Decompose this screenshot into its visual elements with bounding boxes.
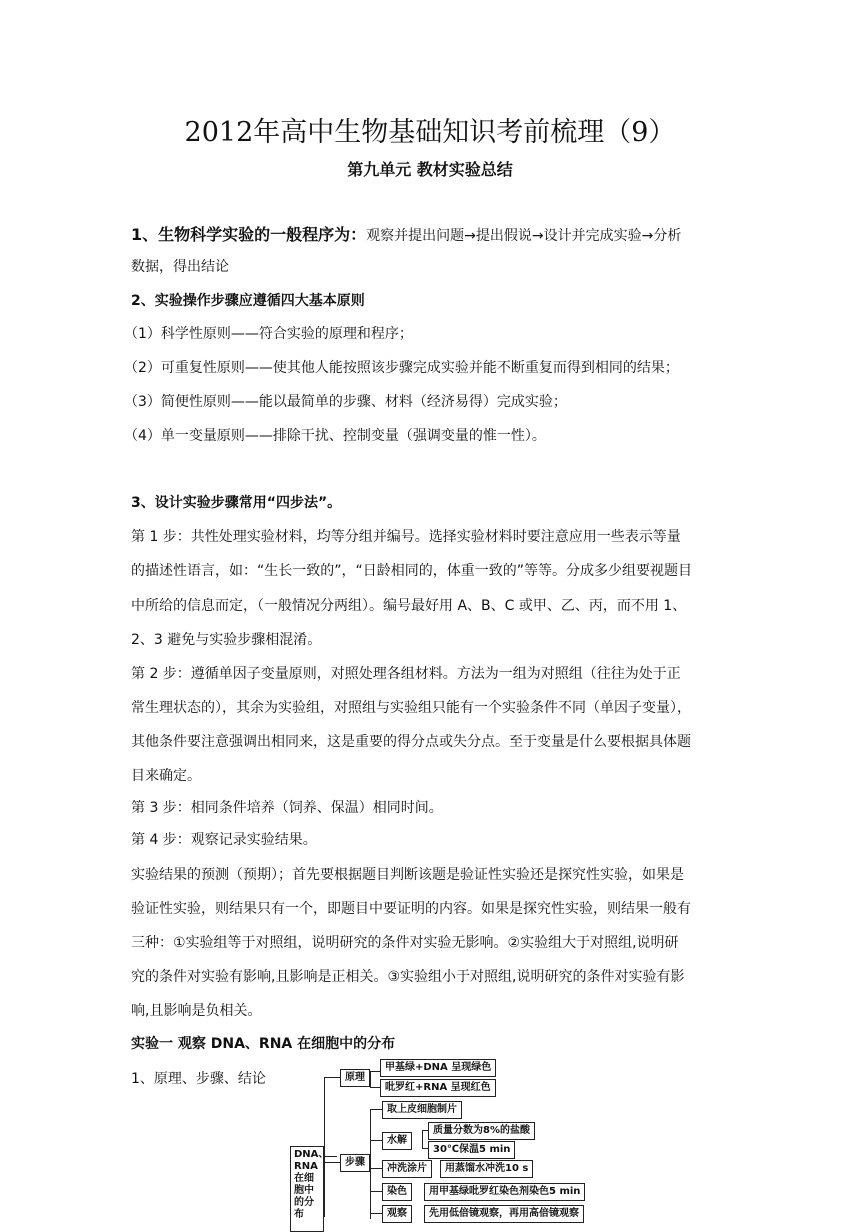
connector-line xyxy=(370,1191,382,1192)
section3-line: 目来确定。 xyxy=(131,768,201,784)
section3-line: 究的条件对实验有影响,且影响是正相关。③实验组小于对照组,说明研究的条件对实验有影 xyxy=(131,969,685,985)
connector-line xyxy=(324,1077,340,1078)
diagram-principle-item: 吡罗红+RNA 呈现红色 xyxy=(380,1079,496,1097)
experiment1-diagram xyxy=(286,1056,616,1220)
section2-heading: 2、实验操作步骤应遵循四大基本原则 xyxy=(131,293,365,309)
section2-item: （4）单一变量原则——排除干扰、控制变量（强调变量的惟一性）。 xyxy=(124,428,546,444)
diagram-steps-box: 步骤 xyxy=(340,1154,370,1172)
section3-line: 其他条件要注意强调出相同来，这是重要的得分点或失分点。至于变量是什么要根据具体题 xyxy=(131,734,691,750)
diagram-root-box: DNA、RNA在细胞中的分布 xyxy=(290,1146,324,1232)
connector-line xyxy=(370,1213,382,1214)
section3-line: 实验结果的预测（预期）；首先要根据题目判断该题是验证性实验还是探究性实验，如果是 xyxy=(131,867,684,883)
section3-heading: 3、设计实验步骤常用“四步法”。 xyxy=(131,495,342,511)
section3-line: 第 1 步：共性处理实验材料，均等分组并编号。选择实验材料时要注意应用一些表示等量 xyxy=(131,529,681,545)
section1-line2: 数据，得出结论 xyxy=(131,259,229,275)
section2-item: （2）可重复性原则——使其他人能按照该步骤完成实验并能不断重复而得到相同的结果； xyxy=(124,360,679,376)
diagram-rinse-item: 用蒸馏水冲洗10 s xyxy=(440,1160,533,1178)
diagram-observe-item: 先用低倍镜观察，再用高倍镜观察 xyxy=(424,1205,584,1223)
section3-line: 的描述性语言，如：“生长一致的”，“日龄相同的，体重一致的”等等。分成多少组要视题目 xyxy=(131,563,693,579)
diagram-principle-item: 甲基绿+DNA 呈现绿色 xyxy=(380,1059,496,1077)
connector-line xyxy=(324,1077,325,1217)
diagram-hydrolysis-item: 质量分数为8%的盐酸 xyxy=(428,1122,535,1140)
diagram-step-box: 取上皮细胞制片 xyxy=(382,1101,462,1119)
section3-line: 中所给的信息而定，（一般情况分两组）。编号最好用 A、B、C 或甲、乙、丙，而不用 1、 xyxy=(131,598,687,614)
section3-line: 第 2 步：遵循单因子变量原则，对照处理各组材料。方法为一组为对照组（往往为处于正 xyxy=(131,666,681,682)
connector-line xyxy=(370,1071,371,1087)
section2-item: （1）科学性原则——符合实验的原理和程序； xyxy=(124,326,413,342)
diagram-rinse-box: 冲洗涂片 xyxy=(382,1160,432,1178)
experiment1-sub: 1、原理、步骤、结论 xyxy=(131,1071,266,1087)
section3-line: 常生理状态的），其余为实验组，对照组与实验组只能有一个实验条件不同（单因子变量）， xyxy=(131,700,691,716)
diagram-principle-box: 原理 xyxy=(340,1069,370,1087)
section3-line: 2、3 避免与实验步骤相混淆。 xyxy=(131,632,322,648)
connector-line xyxy=(370,1109,382,1110)
page-title: 2012年高中生物基础知识考前梳理（9） xyxy=(184,117,676,148)
connector-line xyxy=(370,1071,380,1072)
page-subtitle: 第九单元 教材实验总结 xyxy=(347,160,513,179)
diagram-hydrolysis-item: 30℃保温5 min xyxy=(428,1141,515,1159)
section1-line1 xyxy=(131,225,681,246)
experiment1-heading: 实验一 观察 DNA、RNA 在细胞中的分布 xyxy=(131,1036,396,1052)
section3-line: 第 4 步：观察记录实验结果。 xyxy=(131,832,317,848)
section3-line: 第 3 步：相同条件培养（饲养、保温）相同时间。 xyxy=(131,800,443,816)
section3-line: 响,且影响是负相关。 xyxy=(131,1003,262,1019)
section2-item: （3）简便性原则——能以最简单的步骤、材料（经济易得）完成实验； xyxy=(124,394,567,410)
connector-line xyxy=(324,1162,340,1163)
section3-line: 验证性实验，则结果只有一个，即题目中要证明的内容。如果是探究性实验，则结果一般有 xyxy=(131,901,691,917)
connector-line xyxy=(370,1109,371,1219)
connector-line xyxy=(370,1087,380,1088)
diagram-stain-item: 用甲基绿吡罗红染色剂染色5 min xyxy=(424,1183,585,1201)
diagram-stain-box: 染色 xyxy=(382,1183,412,1201)
connector-line xyxy=(370,1140,382,1141)
connector-line xyxy=(422,1130,423,1148)
section3-line: 三种：①实验组等于对照组，说明研究的条件对实验无影响。②实验组大于对照组,说明研 xyxy=(131,935,679,951)
section1-heading: 1、生物科学实验的一般程序为： xyxy=(131,225,367,244)
section1-text: 观察并提出问题→提出假说→设计并完成实验→分析 xyxy=(366,228,682,244)
diagram-observe-box: 观察 xyxy=(382,1205,412,1223)
connector-line xyxy=(370,1168,382,1169)
diagram-hydrolysis-box: 水解 xyxy=(382,1132,412,1150)
